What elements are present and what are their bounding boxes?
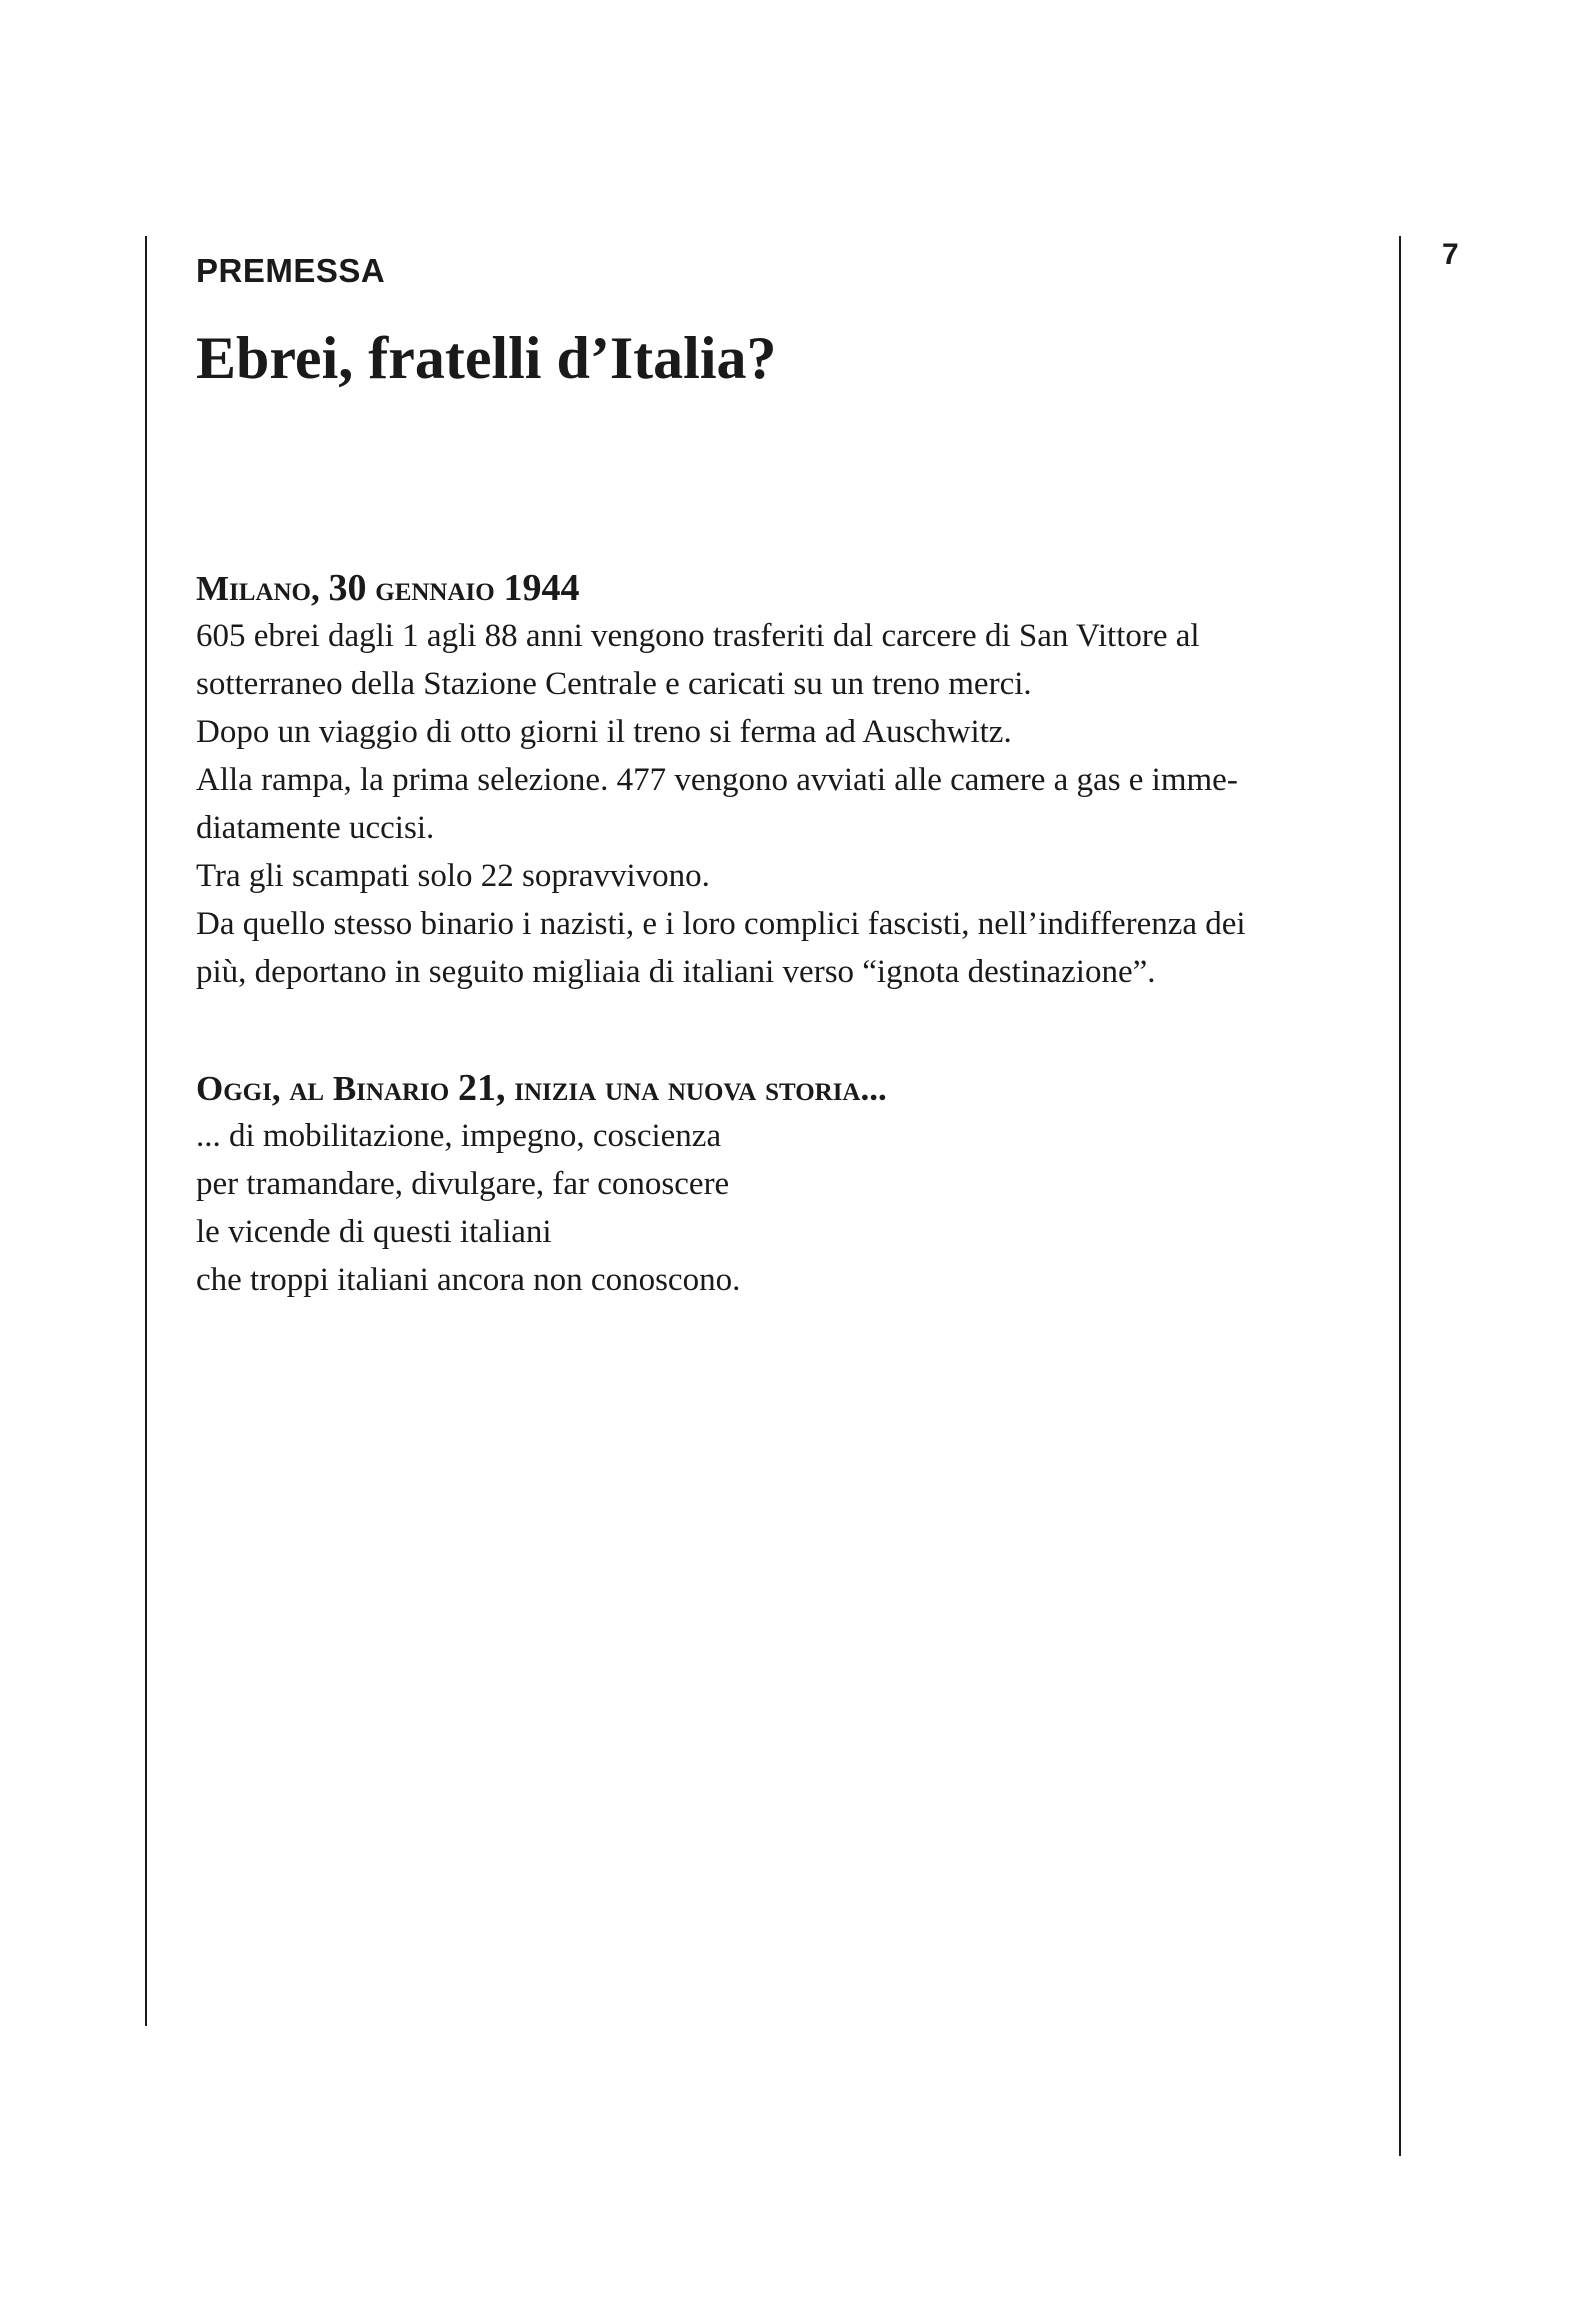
heading-platform-number: 21, — [458, 1067, 506, 1109]
heading-month: gennaio — [375, 569, 495, 608]
text-line: Da quello stesso binario i nazisti, e i loro complici fascisti, nell’indifferenza dei — [196, 906, 1246, 942]
text-line: Dopo un viaggio di otto giorni il treno si ferma ad Auschwitz. — [196, 714, 1012, 750]
milano-section — [196, 565, 1386, 996]
text-line: diatamente uccisi. — [196, 810, 435, 846]
heading-year: 1944 — [503, 567, 580, 609]
left-margin-rule — [145, 236, 147, 2026]
heading-part2: inizia una nuova storia... — [514, 1069, 887, 1108]
text-line: sotterraneo della Stazione Centrale e caricati su un treno merci. — [196, 666, 1032, 702]
text-line: 605 ebrei dagli 1 agli 88 anni vengono trasferiti dal carcere di San Vittore al — [196, 618, 1200, 654]
page-number: 7 — [1442, 238, 1459, 271]
text-line: più, deportano in seguito migliaia di italiani verso “ignota destinazione”. — [196, 954, 1156, 990]
heading-place: Milano, — [196, 569, 320, 608]
heading-part1: Oggi, al Binario — [196, 1069, 450, 1108]
right-margin-rule — [1399, 236, 1401, 2156]
section-label: PREMESSA — [196, 252, 386, 289]
binario-section — [196, 1065, 1386, 1304]
text-line: ... di mobilitazione, impegno, coscienza — [196, 1118, 722, 1154]
binario-paragraph — [196, 1112, 1386, 1304]
milano-paragraph — [196, 612, 1386, 996]
binario-heading — [196, 1065, 1386, 1112]
text-line: le vicende di questi italiani — [196, 1214, 552, 1250]
text-line: per tramandare, divulgare, far conoscere — [196, 1166, 730, 1202]
text-line: Tra gli scampati solo 22 sopravvivono. — [196, 858, 710, 894]
text-line: Alla rampa, la prima selezione. 477 vengono avviati alle camere a gas e imme- — [196, 762, 1238, 798]
text-line: che troppi italiani ancora non conoscono. — [196, 1262, 741, 1298]
milano-heading — [196, 565, 1386, 612]
heading-day: 30 — [328, 567, 367, 609]
page-title: Ebrei, fratelli d’Italia? — [196, 325, 777, 391]
